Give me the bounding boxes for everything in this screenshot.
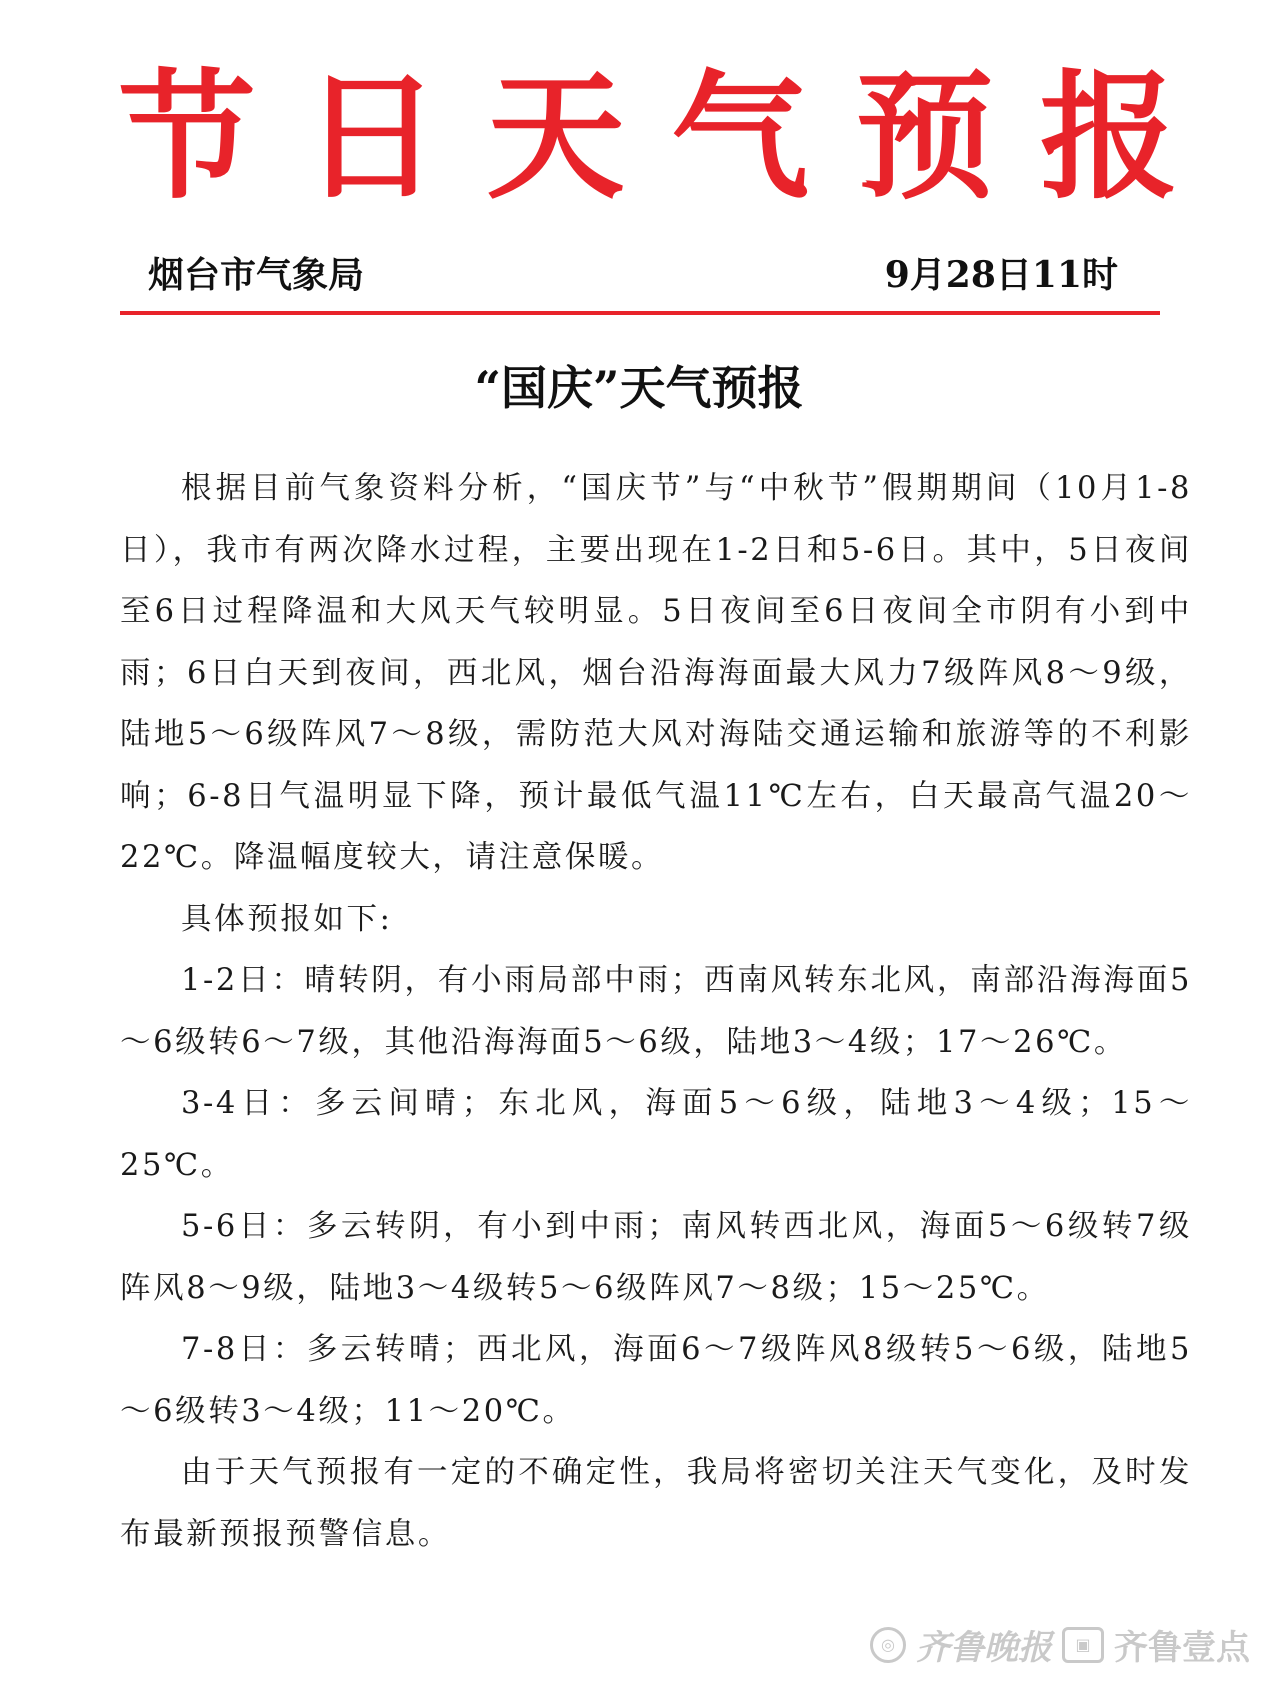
paragraph-forecast-7-8: 7-8日：多云转晴；西北风，海面6～7级阵风8级转5～6级，陆地5～6级转3～4级；11～20℃。 [120,1332,1192,1429]
masthead-char: 日 [302,55,441,218]
masthead-char: 气 [671,55,810,218]
masthead-char: 报 [1039,55,1178,218]
masthead-char: 预 [855,55,994,218]
paragraph-closing: 由于天气预报有一定的不确定性，我局将密切关注天气变化，及时发布最新预报预警信息。 [120,1455,1192,1552]
document-body [120,458,1192,1565]
watermark-brand-1: 齐鲁晚报 [916,1628,1052,1668]
app-logo-icon: ▣ [1062,1627,1104,1663]
masthead-char: 天 [486,55,625,218]
watermark-brand-2: 齐鲁壹点 [1114,1628,1250,1668]
paragraph-forecast-5-6: 5-6日：多云转阴，有小到中雨；南风转西北风，海面5～6级转7级阵风8～9级，陆地3～4级转5～6级阵风7～8级；15～25℃。 [120,1209,1192,1306]
paragraph-forecast-1-2: 1-2日：晴转阴，有小雨局部中雨；西南风转东北风，南部沿海海面5～6级转6～7级，其他沿海海面5～6级，陆地3～4级；17～26℃。 [120,963,1192,1060]
masthead-char: 节 [118,55,257,218]
issue-time: 9月28日11时 [884,254,1118,296]
watermark [870,1620,1250,1669]
seal-icon: ◎ [870,1627,906,1663]
document-title: “国庆”天气预报 [474,361,804,415]
issuer-name: 烟台市气象局 [148,254,365,296]
header-divider [120,311,1160,315]
masthead-title [118,55,1178,218]
paragraph-summary: 根据目前气象资料分析，“国庆节”与“中秋节”假期期间（10月1-8日），我市有两次降水过程，主要出现在1-2日和5-6日。其中，5日夜间至6日过程降温和大风天气较明显。5日夜间至6日夜间全市阴有小到中雨；6日白天到夜间，西北风，烟台沿海海面最大风力7级阵风8～9级，陆地5～6级阵风7～8级，需防范大风对海陆交通运输和旅游等的不利影响；6-8日气温明显下降，预计最低气温11℃左右，白天最高气温20～22℃。降温幅度较大，请注意保暖。 [120,471,1192,875]
paragraph-forecast-3-4: 3-4日：多云间晴；东北风，海面5～6级，陆地3～4级；15～25℃。 [120,1086,1192,1183]
paragraph-intro: 具体预报如下: [181,901,393,937]
